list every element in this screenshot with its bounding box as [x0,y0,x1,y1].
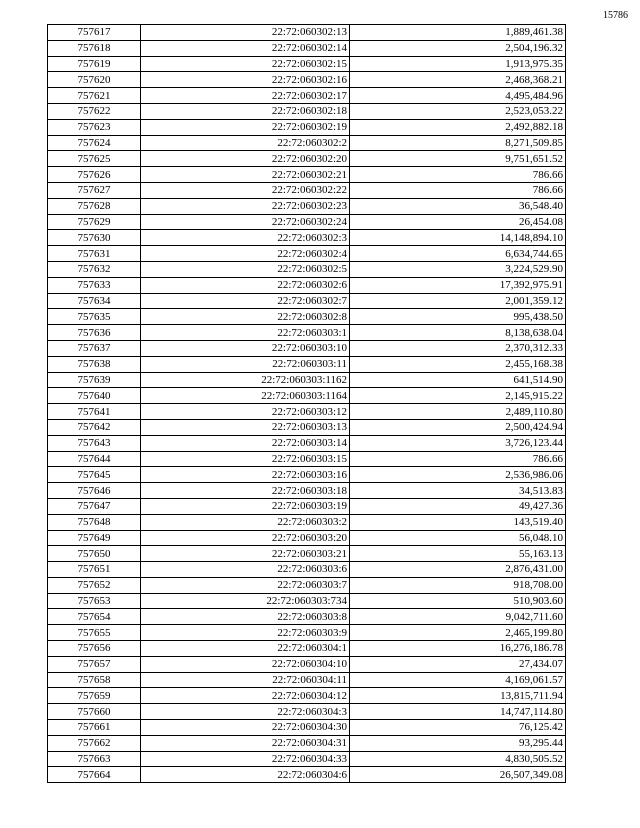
value-cell: 3,224,529.90 [350,261,566,277]
table-row [48,498,566,514]
table-row [48,388,566,404]
value-cell: 8,271,509.85 [350,135,566,151]
table-row [48,735,566,751]
value-cell: 1,889,461.38 [350,25,566,41]
page-number: 15786 [603,10,628,21]
table-row [48,309,566,325]
cadastral-number-cell: 22:72:060303:7 [141,577,350,593]
table-row [48,88,566,104]
table-row [48,356,566,372]
value-cell: 4,830,505.52 [350,751,566,767]
value-cell: 4,495,484.96 [350,88,566,104]
value-cell: 76,125.42 [350,720,566,736]
row-number-cell: 757653 [48,593,141,609]
row-number-cell: 757650 [48,546,141,562]
table-row [48,182,566,198]
cadastral-number-cell: 22:72:060303:8 [141,609,350,625]
value-cell: 641,514.90 [350,372,566,388]
value-cell: 13,815,711.94 [350,688,566,704]
row-number-cell: 757660 [48,704,141,720]
cadastral-number-cell: 22:72:060302:5 [141,261,350,277]
table-row [48,293,566,309]
value-cell: 143,519.40 [350,514,566,530]
table-row [48,151,566,167]
value-cell: 9,751,651.52 [350,151,566,167]
cadastral-number-cell: 22:72:060303:6 [141,562,350,578]
row-number-cell: 757627 [48,182,141,198]
row-number-cell: 757623 [48,119,141,135]
cadastral-number-cell: 22:72:060302:19 [141,119,350,135]
table-row [48,546,566,562]
cadastral-value-table [47,24,566,783]
cadastral-number-cell: 22:72:060303:14 [141,435,350,451]
table-row [48,641,566,657]
row-number-cell: 757634 [48,293,141,309]
table-row [48,56,566,72]
value-cell: 17,392,975.91 [350,277,566,293]
row-number-cell: 757658 [48,672,141,688]
row-number-cell: 757639 [48,372,141,388]
table-row [48,514,566,530]
value-cell: 56,048.10 [350,530,566,546]
cadastral-number-cell: 22:72:060304:6 [141,767,350,783]
cadastral-number-cell: 22:72:060303:13 [141,419,350,435]
cadastral-number-cell: 22:72:060302:8 [141,309,350,325]
cadastral-number-cell: 22:72:060304:1 [141,641,350,657]
cadastral-number-cell: 22:72:060302:16 [141,72,350,88]
cadastral-number-cell: 22:72:060304:31 [141,735,350,751]
row-number-cell: 757641 [48,404,141,420]
cadastral-number-cell: 22:72:060302:20 [141,151,350,167]
row-number-cell: 757617 [48,25,141,41]
table-row [48,135,566,151]
table-row [48,230,566,246]
value-cell: 4,169,061.57 [350,672,566,688]
cadastral-number-cell: 22:72:060302:17 [141,88,350,104]
cadastral-number-cell: 22:72:060302:7 [141,293,350,309]
row-number-cell: 757633 [48,277,141,293]
table-row [48,562,566,578]
table-row [48,25,566,41]
table-row [48,246,566,262]
value-cell: 2,492,882.18 [350,119,566,135]
row-number-cell: 757628 [48,198,141,214]
table-row [48,167,566,183]
value-cell: 786.66 [350,182,566,198]
row-number-cell: 757632 [48,261,141,277]
cadastral-number-cell: 22:72:060304:12 [141,688,350,704]
table-row [48,103,566,119]
row-number-cell: 757624 [48,135,141,151]
cadastral-number-cell: 22:72:060302:24 [141,214,350,230]
cadastral-number-cell: 22:72:060303:12 [141,404,350,420]
table-row [48,340,566,356]
table-row [48,483,566,499]
value-cell: 2,145,915.22 [350,388,566,404]
value-cell: 2,455,168.38 [350,356,566,372]
value-cell: 2,876,431.00 [350,562,566,578]
table-row [48,530,566,546]
table-row [48,277,566,293]
row-number-cell: 757645 [48,467,141,483]
value-cell: 2,001,359.12 [350,293,566,309]
row-number-cell: 757618 [48,40,141,56]
value-cell: 93,295.44 [350,735,566,751]
cadastral-number-cell: 22:72:060302:14 [141,40,350,56]
cadastral-number-cell: 22:72:060304:30 [141,720,350,736]
cadastral-number-cell: 22:72:060302:2 [141,135,350,151]
cadastral-number-cell: 22:72:060303:1162 [141,372,350,388]
table-row [48,720,566,736]
cadastral-number-cell: 22:72:060303:18 [141,483,350,499]
row-number-cell: 757638 [48,356,141,372]
value-cell: 2,500,424.94 [350,419,566,435]
table-row [48,609,566,625]
table-row [48,435,566,451]
row-number-cell: 757631 [48,246,141,262]
row-number-cell: 757619 [48,56,141,72]
table-row [48,119,566,135]
table-row [48,325,566,341]
cadastral-number-cell: 22:72:060303:1 [141,325,350,341]
table-row [48,261,566,277]
value-cell: 2,465,199.80 [350,625,566,641]
row-number-cell: 757661 [48,720,141,736]
value-cell: 16,276,186.78 [350,641,566,657]
row-number-cell: 757648 [48,514,141,530]
cadastral-number-cell: 22:72:060303:19 [141,498,350,514]
row-number-cell: 757657 [48,656,141,672]
row-number-cell: 757629 [48,214,141,230]
row-number-cell: 757635 [48,309,141,325]
row-number-cell: 757655 [48,625,141,641]
row-number-cell: 757626 [48,167,141,183]
table-row [48,656,566,672]
table-row [48,372,566,388]
table-row [48,404,566,420]
cadastral-number-cell: 22:72:060303:16 [141,467,350,483]
cadastral-number-cell: 22:72:060302:4 [141,246,350,262]
row-number-cell: 757642 [48,419,141,435]
value-cell: 6,634,744.65 [350,246,566,262]
row-number-cell: 757644 [48,451,141,467]
value-cell: 2,536,986.06 [350,467,566,483]
table-row [48,577,566,593]
value-cell: 55,163.13 [350,546,566,562]
value-cell: 918,708.00 [350,577,566,593]
row-number-cell: 757621 [48,88,141,104]
value-cell: 510,903.60 [350,593,566,609]
value-cell: 2,370,312.33 [350,340,566,356]
row-number-cell: 757622 [48,103,141,119]
row-number-cell: 757649 [48,530,141,546]
table-row [48,593,566,609]
value-cell: 14,148,894.10 [350,230,566,246]
table-row [48,419,566,435]
cadastral-number-cell: 22:72:060302:21 [141,167,350,183]
row-number-cell: 757656 [48,641,141,657]
cadastral-number-cell: 22:72:060302:15 [141,56,350,72]
cadastral-number-cell: 22:72:060304:11 [141,672,350,688]
row-number-cell: 757637 [48,340,141,356]
value-cell: 786.66 [350,451,566,467]
cadastral-number-cell: 22:72:060303:21 [141,546,350,562]
cadastral-number-cell: 22:72:060303:20 [141,530,350,546]
cadastral-number-cell: 22:72:060304:3 [141,704,350,720]
row-number-cell: 757643 [48,435,141,451]
table-row [48,72,566,88]
row-number-cell: 757640 [48,388,141,404]
table-row [48,767,566,783]
table-row [48,704,566,720]
row-number-cell: 757654 [48,609,141,625]
table-row [48,625,566,641]
row-number-cell: 757651 [48,562,141,578]
value-cell: 8,138,638.04 [350,325,566,341]
cadastral-number-cell: 22:72:060303:15 [141,451,350,467]
cadastral-number-cell: 22:72:060304:33 [141,751,350,767]
cadastral-number-cell: 22:72:060303:734 [141,593,350,609]
value-cell: 2,504,196.32 [350,40,566,56]
cadastral-number-cell: 22:72:060302:3 [141,230,350,246]
value-cell: 2,523,053.22 [350,103,566,119]
table-row [48,40,566,56]
value-cell: 26,507,349.08 [350,767,566,783]
table-body [48,25,566,783]
value-cell: 14,747,114.80 [350,704,566,720]
cadastral-number-cell: 22:72:060302:18 [141,103,350,119]
row-number-cell: 757663 [48,751,141,767]
cadastral-number-cell: 22:72:060302:22 [141,182,350,198]
row-number-cell: 757662 [48,735,141,751]
cadastral-number-cell: 22:72:060302:6 [141,277,350,293]
value-cell: 786.66 [350,167,566,183]
cadastral-number-cell: 22:72:060303:10 [141,340,350,356]
table-row [48,672,566,688]
row-number-cell: 757647 [48,498,141,514]
value-cell: 34,513.83 [350,483,566,499]
row-number-cell: 757636 [48,325,141,341]
cadastral-number-cell: 22:72:060303:11 [141,356,350,372]
row-number-cell: 757630 [48,230,141,246]
value-cell: 2,489,110.80 [350,404,566,420]
table-row [48,214,566,230]
value-cell: 1,913,975.35 [350,56,566,72]
table-row [48,751,566,767]
row-number-cell: 757664 [48,767,141,783]
row-number-cell: 757620 [48,72,141,88]
value-cell: 995,438.50 [350,309,566,325]
row-number-cell: 757625 [48,151,141,167]
table-row [48,688,566,704]
table-row [48,467,566,483]
value-cell: 49,427.36 [350,498,566,514]
table-row [48,451,566,467]
value-cell: 27,434.07 [350,656,566,672]
cadastral-number-cell: 22:72:060303:2 [141,514,350,530]
row-number-cell: 757646 [48,483,141,499]
cadastral-number-cell: 22:72:060304:10 [141,656,350,672]
table-row [48,198,566,214]
row-number-cell: 757652 [48,577,141,593]
row-number-cell: 757659 [48,688,141,704]
cadastral-number-cell: 22:72:060303:1164 [141,388,350,404]
cadastral-number-cell: 22:72:060303:9 [141,625,350,641]
cadastral-number-cell: 22:72:060302:23 [141,198,350,214]
value-cell: 26,454.08 [350,214,566,230]
value-cell: 2,468,368.21 [350,72,566,88]
value-cell: 36,548.40 [350,198,566,214]
value-cell: 9,042,711.60 [350,609,566,625]
value-cell: 3,726,123.44 [350,435,566,451]
cadastral-number-cell: 22:72:060302:13 [141,25,350,41]
